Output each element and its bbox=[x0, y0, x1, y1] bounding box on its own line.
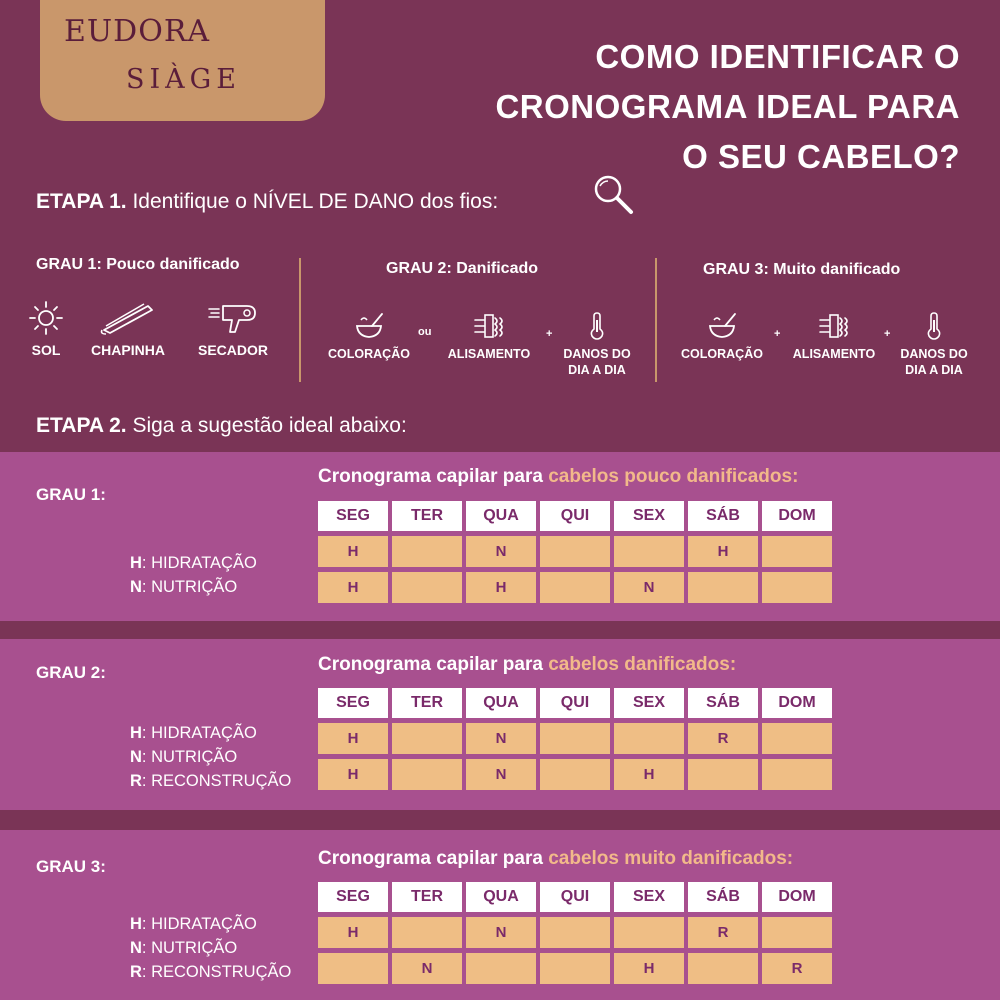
schedule-table bbox=[318, 688, 832, 790]
damage-item-label: CHAPINHA bbox=[91, 342, 165, 358]
etapa-2-heading bbox=[36, 414, 407, 438]
flat-iron-icon bbox=[98, 300, 158, 336]
schedule-cell bbox=[392, 572, 462, 603]
etapa-2-text: Siga a sugestão ideal abaixo: bbox=[126, 414, 407, 437]
day-header: SÁB bbox=[688, 882, 758, 912]
sun-icon bbox=[26, 300, 66, 336]
schedule-cell: H bbox=[318, 917, 388, 948]
dye-bowl-icon bbox=[705, 312, 739, 340]
etapa-1-text: Identifique o NÍVEL DE DANO dos fios: bbox=[126, 190, 499, 213]
day-header: QUI bbox=[540, 688, 610, 718]
legend-key: N bbox=[130, 578, 142, 596]
schedule-cell: R bbox=[688, 723, 758, 754]
legend-item bbox=[130, 912, 291, 936]
etapa-1-heading bbox=[36, 190, 498, 214]
brand-siage: SIÀGE bbox=[126, 64, 241, 95]
schedule-cell: N bbox=[466, 759, 536, 790]
schedule-cell bbox=[762, 536, 832, 567]
day-header: SEG bbox=[318, 882, 388, 912]
straightening-icon bbox=[472, 312, 506, 340]
schedule-cell: H bbox=[614, 953, 684, 984]
day-header: QUA bbox=[466, 688, 536, 718]
schedule-cell: H bbox=[614, 759, 684, 790]
day-header: TER bbox=[392, 688, 462, 718]
schedule-cell: H bbox=[466, 572, 536, 603]
column-divider bbox=[655, 258, 657, 382]
day-header: QUI bbox=[540, 882, 610, 912]
legend-text: : RECONSTRUÇÃO bbox=[141, 963, 292, 981]
schedule-cell bbox=[540, 723, 610, 754]
connector-plus: + bbox=[774, 328, 781, 340]
legend-item bbox=[130, 745, 291, 769]
schedule-cell bbox=[614, 536, 684, 567]
straightening-icon bbox=[817, 312, 851, 340]
damage-level-1-title: GRAU 1: Pouco danificado bbox=[36, 256, 240, 273]
schedule-grau-label: GRAU 1: bbox=[36, 485, 106, 504]
damage-item-alisamento bbox=[438, 312, 540, 362]
magnifier-icon bbox=[590, 172, 636, 218]
schedule-cell: N bbox=[466, 536, 536, 567]
schedule-cell bbox=[762, 572, 832, 603]
schedule-title-highlight: cabelos danificados: bbox=[548, 654, 737, 675]
schedule-cell bbox=[540, 953, 610, 984]
thermometer-icon bbox=[587, 312, 607, 340]
legend-key: H bbox=[130, 724, 142, 742]
schedule-grau-label: GRAU 3: bbox=[36, 857, 106, 876]
legend-item bbox=[130, 551, 257, 575]
schedule-legend bbox=[130, 551, 257, 599]
damage-item-label: DANOS DO DIA A DIA bbox=[900, 347, 968, 377]
schedule-cell bbox=[392, 723, 462, 754]
day-header: DOM bbox=[762, 882, 832, 912]
schedule-cell bbox=[614, 723, 684, 754]
damage-item-danos bbox=[553, 312, 641, 378]
legend-item bbox=[130, 769, 291, 793]
damage-item-alisamento bbox=[786, 312, 882, 362]
legend-key: N bbox=[130, 939, 142, 957]
page-title bbox=[400, 32, 960, 182]
schedule-cell: N bbox=[466, 723, 536, 754]
hair-dryer-icon bbox=[205, 300, 261, 336]
schedule-legend bbox=[130, 721, 291, 793]
schedule-cell bbox=[318, 953, 388, 984]
schedule-cell bbox=[392, 917, 462, 948]
damage-item-label: ALISAMENTO bbox=[792, 347, 876, 361]
schedule-cell bbox=[540, 917, 610, 948]
schedule-cell bbox=[540, 759, 610, 790]
damage-item-coloracao bbox=[318, 312, 420, 362]
schedule-title-highlight: cabelos pouco danificados: bbox=[548, 466, 799, 487]
connector-plus: + bbox=[546, 328, 553, 340]
legend-text: : NUTRIÇÃO bbox=[141, 578, 238, 596]
day-header: TER bbox=[392, 501, 462, 531]
legend-text: : HIDRATAÇÃO bbox=[141, 554, 257, 572]
schedule-cell bbox=[392, 759, 462, 790]
legend-key: R bbox=[130, 772, 142, 790]
damage-level-2-title: GRAU 2: Danificado bbox=[386, 260, 539, 277]
etapa-1-label: ETAPA 1. bbox=[36, 190, 127, 213]
column-divider bbox=[299, 258, 301, 382]
damage-item-secador bbox=[188, 300, 278, 359]
schedule-title-prefix: Cronograma capilar para bbox=[318, 848, 549, 869]
day-header: DOM bbox=[762, 501, 832, 531]
day-header: SÁB bbox=[688, 688, 758, 718]
schedule-cell: H bbox=[318, 572, 388, 603]
damage-item-label: COLORAÇÃO bbox=[328, 347, 410, 361]
damage-item-coloracao bbox=[674, 312, 770, 362]
schedule-cell bbox=[762, 759, 832, 790]
legend-key: R bbox=[130, 963, 142, 981]
schedule-cell bbox=[614, 917, 684, 948]
day-header: SEX bbox=[614, 882, 684, 912]
title-line-2: CRONOGRAMA IDEAL PARA bbox=[495, 88, 960, 125]
day-header: SÁB bbox=[688, 501, 758, 531]
brand-eudora: EUDORA bbox=[64, 14, 211, 49]
day-header: SEG bbox=[318, 501, 388, 531]
schedule-title-highlight: cabelos muito danificados: bbox=[548, 848, 794, 869]
day-header: DOM bbox=[762, 688, 832, 718]
schedule-title-prefix: Cronograma capilar para bbox=[318, 654, 549, 675]
schedule-cell bbox=[688, 759, 758, 790]
legend-text: : NUTRIÇÃO bbox=[141, 748, 238, 766]
damage-item-label: SOL bbox=[31, 342, 61, 358]
damage-item-label: COLORAÇÃO bbox=[681, 347, 763, 361]
legend-item bbox=[130, 575, 257, 599]
connector-plus: + bbox=[884, 328, 891, 340]
legend-item bbox=[130, 960, 291, 984]
legend-item bbox=[130, 936, 291, 960]
schedule-cell: H bbox=[318, 536, 388, 567]
schedule-title bbox=[318, 654, 736, 676]
damage-item-chapinha bbox=[80, 300, 176, 359]
damage-item-label: DANOS DO DIA A DIA bbox=[563, 347, 631, 377]
day-header: SEX bbox=[614, 688, 684, 718]
legend-key: N bbox=[130, 748, 142, 766]
damage-item-danos bbox=[893, 312, 975, 378]
legend-key: H bbox=[130, 554, 142, 572]
day-header: SEX bbox=[614, 501, 684, 531]
title-line-3: O SEU CABELO? bbox=[682, 138, 960, 175]
dye-bowl-icon bbox=[352, 312, 386, 340]
schedule-title bbox=[318, 466, 798, 488]
schedule-cell bbox=[762, 917, 832, 948]
schedule-cell: N bbox=[392, 953, 462, 984]
schedule-grau-label: GRAU 2: bbox=[36, 663, 106, 682]
legend-text: : RECONSTRUÇÃO bbox=[141, 772, 292, 790]
schedule-cell: N bbox=[466, 917, 536, 948]
schedule-cell bbox=[540, 572, 610, 603]
schedule-title bbox=[318, 848, 793, 870]
damage-item-sol bbox=[26, 300, 66, 359]
schedule-cell: N bbox=[614, 572, 684, 603]
schedule-cell: R bbox=[762, 953, 832, 984]
legend-text: : NUTRIÇÃO bbox=[141, 939, 238, 957]
schedule-cell bbox=[688, 953, 758, 984]
thermometer-icon bbox=[924, 312, 944, 340]
day-header: SEG bbox=[318, 688, 388, 718]
schedule-title-prefix: Cronograma capilar para bbox=[318, 466, 549, 487]
title-line-1: COMO IDENTIFICAR O bbox=[595, 38, 960, 75]
day-header: QUA bbox=[466, 882, 536, 912]
schedule-cell: H bbox=[688, 536, 758, 567]
day-header: TER bbox=[392, 882, 462, 912]
schedule-legend bbox=[130, 912, 291, 984]
schedule-cell: H bbox=[318, 723, 388, 754]
legend-key: H bbox=[130, 915, 142, 933]
schedule-table bbox=[318, 882, 832, 984]
schedule-cell bbox=[466, 953, 536, 984]
schedule-cell bbox=[688, 572, 758, 603]
damage-item-label: SECADOR bbox=[197, 342, 268, 358]
legend-text: : HIDRATAÇÃO bbox=[141, 724, 257, 742]
day-header: QUA bbox=[466, 501, 536, 531]
schedule-cell bbox=[540, 536, 610, 567]
legend-item bbox=[130, 721, 291, 745]
connector-or: ou bbox=[418, 326, 432, 338]
schedule-cell bbox=[392, 536, 462, 567]
schedule-cell: R bbox=[688, 917, 758, 948]
day-header: QUI bbox=[540, 501, 610, 531]
etapa-2-label: ETAPA 2. bbox=[36, 414, 127, 437]
schedule-cell bbox=[762, 723, 832, 754]
damage-item-label: ALISAMENTO bbox=[447, 347, 531, 361]
damage-level-3-title: GRAU 3: Muito danificado bbox=[703, 261, 901, 278]
legend-text: : HIDRATAÇÃO bbox=[141, 915, 257, 933]
schedule-cell: H bbox=[318, 759, 388, 790]
schedule-table bbox=[318, 501, 832, 603]
